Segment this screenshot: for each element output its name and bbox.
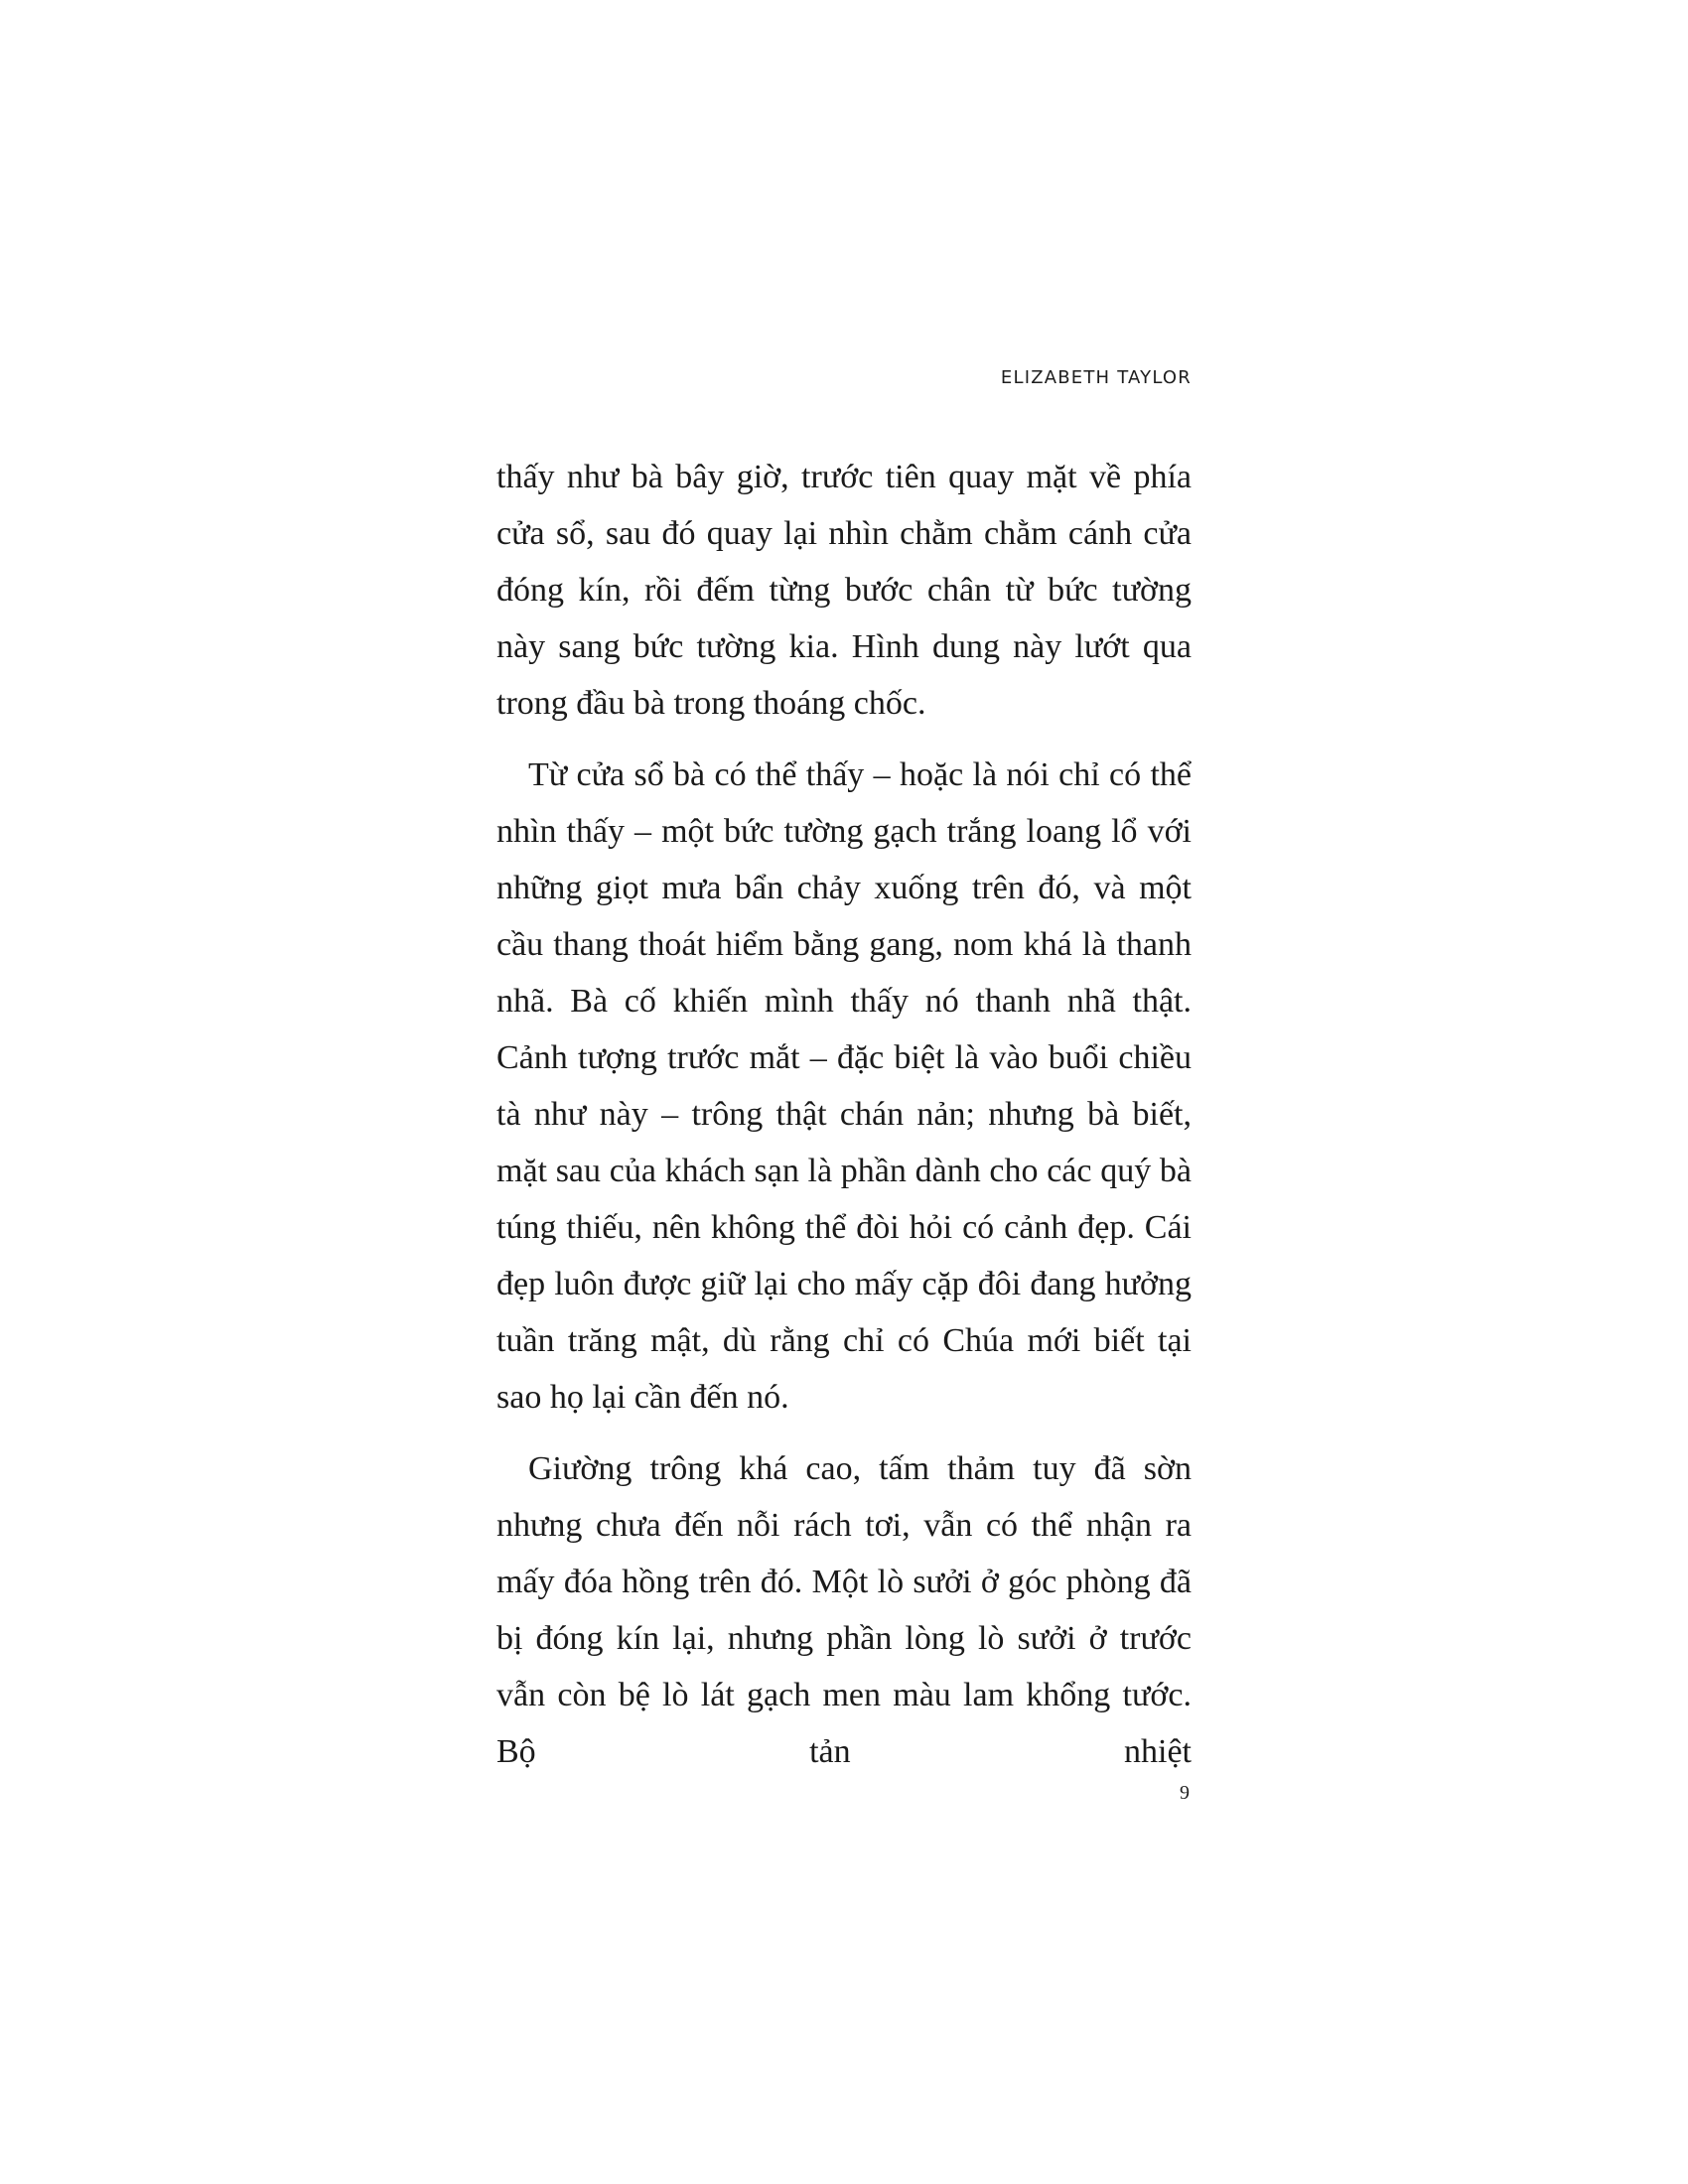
running-header: ELIZABETH TAYLOR (1000, 367, 1192, 388)
page-number: 9 (1180, 1782, 1190, 1804)
paragraph-room-description: Giường trông khá cao, tấm thảm tuy đã sờn nhưng chưa đến nỗi rách tơi, vẫn có thể nhận ra mấy đóa hồng trên đó. Một lò sưởi ở góc phòng đã bị đóng kín lại, nhưng phần lòng lò sưởi ở trước vẫn còn bệ lò lát gạch men màu lam khổng tước. Bộ tản nhiệt (496, 1450, 1192, 1770)
paragraph-window-view: Từ cửa sổ bà có thể thấy – hoặc là nói chỉ có thể nhìn thấy – một bức tường gạch trắng loang lổ với những giọt mưa bẩn chảy xuống trên đó, và một cầu thang thoát hiểm bằng gang, nom khá là thanh nhã. Bà cố khiến mình thấy nó thanh nhã thật. Cảnh tượng trước mắt – đặc biệt là vào buổi chiều tà như này – trông thật chán nản; nhưng bà biết, mặt sau của khách sạn là phần dành cho các quý bà túng thiếu, nên không thể đòi hỏi có cảnh đẹp. Cái đẹp luôn được giữ lại cho mấy cặp đôi đang hưởng tuần trăng mật, dù rằng chỉ có Chúa mới biết tại sao họ lại cần đến nó. (496, 756, 1192, 1416)
paragraph-continued: thấy như bà bây giờ, trước tiên quay mặt về phía cửa sổ, sau đó quay lại nhìn chằm chằm cánh cửa đóng kín, rồi đếm từng bước chân từ bức tường này sang bức tường kia. Hình dung này lướt qua trong đầu bà trong thoáng chốc. (496, 459, 1192, 722)
body-text (496, 449, 1192, 1795)
